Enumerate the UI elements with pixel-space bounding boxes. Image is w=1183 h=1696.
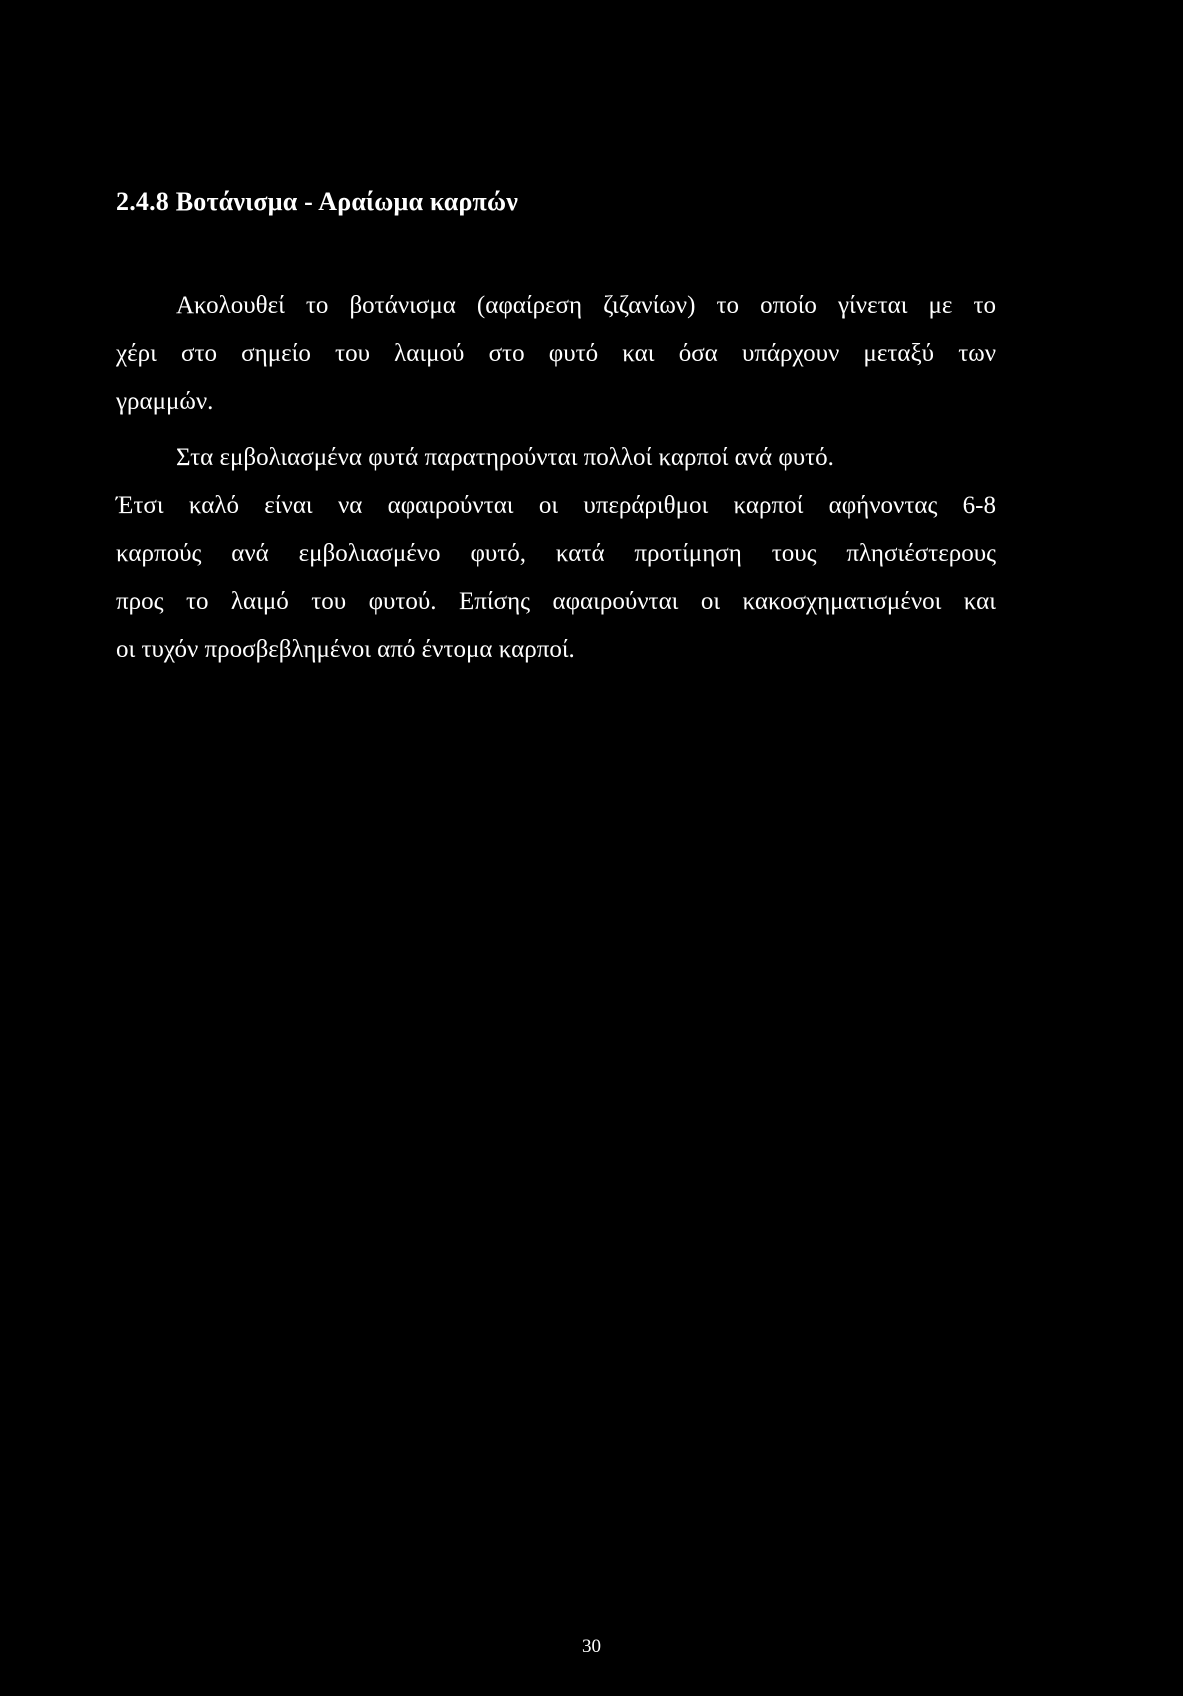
paragraph-line: Στα εμβολιασμένα φυτά παρατηρούνται πολλοί καρποί ανά φυτό. [176,444,834,471]
paragraph-line: χέρι στο σημείο του λαιμού στο φυτό και όσα υπάρχουν μεταξύ των [116,340,996,367]
paragraph-line: καρπούς ανά εμβολιασμένο φυτό, κατά προτίμηση τους πλησιέστερους [116,540,996,567]
paragraph-line: προς το λαιμό του φυτού. Επίσης αφαιρούνται οι κακοσχηματισμένοι και [116,588,996,615]
paragraph-line: γραμμών. [116,388,214,415]
paragraph-line: Ακολουθεί το βοτάνισμα (αφαίρεση ζιζανίων) το οποίο γίνεται με το [176,292,996,319]
page-number: 30 [582,1636,601,1657]
paragraph-line: Έτσι καλό είναι να αφαιρούνται οι υπεράριθμοι καρποί αφήνοντας 6-8 [116,492,996,519]
paragraph-fruit-thinning [116,434,996,674]
section-heading: 2.4.8 Βοτάνισμα - Αραίωμα καρπών [116,187,519,216]
paragraph-line: οι τυχόν προσβεβλημένοι από έντομα καρποί. [116,636,575,663]
paragraph-weeding [116,282,996,426]
